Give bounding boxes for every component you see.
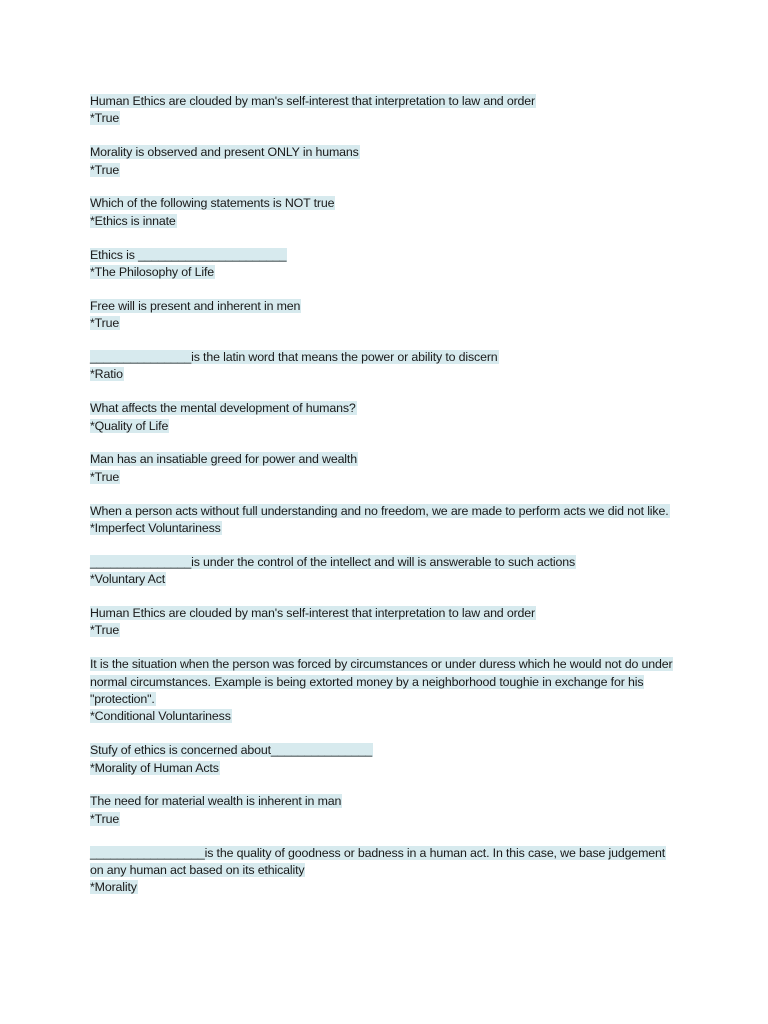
- answer-text: *True: [90, 469, 120, 484]
- answer-text: *Morality of Human Acts: [90, 760, 219, 775]
- question-text: Which of the following statements is NOT true: [90, 196, 335, 211]
- document-page: [90, 93, 680, 913]
- qa-item-1: [90, 93, 680, 128]
- question-text: It is the situation when the person was forced by circumstances or under duress which he would not do under normal circumstances. Example is being extorted money by a neighborhood toughie in exchange for his "protection".: [90, 657, 673, 707]
- qa-item-9: [90, 503, 680, 538]
- qa-item-6: [90, 349, 680, 384]
- question-text: _______________is under the control of the intellect and will is answerable to such actions: [90, 554, 576, 569]
- qa-item-12: [90, 656, 680, 726]
- answer-text: *True: [90, 623, 120, 638]
- answer-text: *Quality of Life: [90, 418, 169, 433]
- qa-item-10: [90, 554, 680, 589]
- answer-text: *Morality: [90, 880, 137, 895]
- answer-text: *Ethics is innate: [90, 213, 176, 228]
- question-text: Morality is observed and present ONLY in humans: [90, 145, 359, 160]
- answer-text: *True: [90, 162, 120, 177]
- qa-item-14: [90, 793, 680, 828]
- qa-item-8: [90, 451, 680, 486]
- question-text: The need for material wealth is inherent in man: [90, 794, 342, 809]
- question-text: _________________is the quality of goodness or badness in a human act. In this case, we base judgement on any human act based on its ethicality: [90, 845, 666, 878]
- qa-item-7: [90, 400, 680, 435]
- qa-item-5: [90, 298, 680, 333]
- question-text: Stufy of ethics is concerned about_______________: [90, 743, 372, 758]
- question-text: When a person acts without full understanding and no freedom, we are made to perform acts we did not like.: [90, 503, 669, 518]
- question-text: Human Ethics are clouded by man's self-interest that interpretation to law and order: [90, 94, 536, 108]
- answer-text: *True: [90, 316, 120, 331]
- answer-text: *Conditional Voluntariness: [90, 709, 231, 724]
- qa-item-2: [90, 144, 680, 179]
- question-text: What affects the mental development of humans?: [90, 401, 356, 416]
- qa-item-4: [90, 247, 680, 282]
- qa-item-15: [90, 845, 680, 897]
- qa-item-11: [90, 605, 680, 640]
- answer-text: *True: [90, 111, 120, 126]
- question-text: Man has an insatiable greed for power and wealth: [90, 452, 357, 467]
- answer-text: *Voluntary Act: [90, 572, 166, 587]
- question-text: _______________is the latin word that means the power or ability to discern: [90, 350, 498, 365]
- qa-item-13: [90, 742, 680, 777]
- answer-text: *The Philosophy of Life: [90, 265, 214, 280]
- question-text: Ethics is ______________________: [90, 247, 287, 262]
- answer-text: *True: [90, 811, 120, 826]
- qa-item-3: [90, 195, 680, 230]
- question-text: Free will is present and inherent in men: [90, 298, 301, 313]
- question-text: Human Ethics are clouded by man's self-interest that interpretation to law and order: [90, 606, 536, 621]
- answer-text: *Imperfect Voluntariness: [90, 521, 221, 536]
- answer-text: *Ratio: [90, 367, 123, 382]
